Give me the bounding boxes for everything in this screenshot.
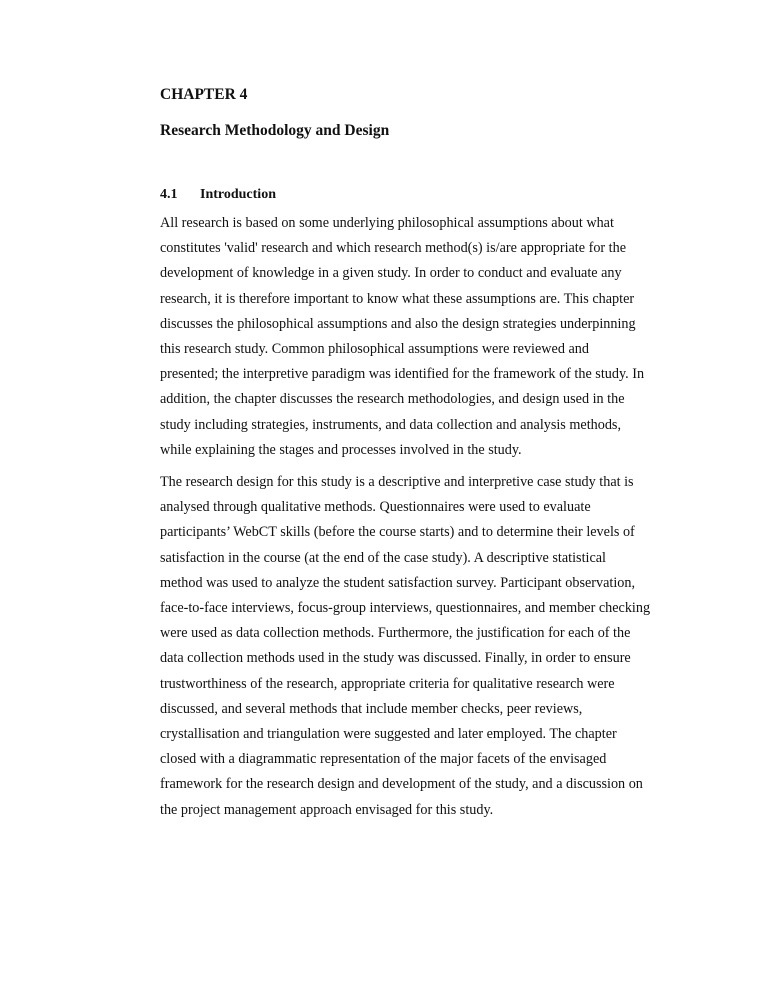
paragraph-line: framework for the research design and development of the study, and a discussion on — [160, 776, 643, 793]
chapter-title: Research Methodology and Design — [160, 122, 390, 139]
paragraph-1 — [160, 211, 645, 463]
paragraph-line: trustworthiness of the research, appropriate criteria for qualitative research were — [160, 675, 615, 692]
section-title: Introduction — [200, 187, 276, 202]
paragraph-line: study including strategies, instruments, and data collection and analysis methods, — [160, 416, 622, 433]
paragraph-line: discussed, and several methods that include member checks, peer reviews, — [160, 700, 583, 717]
paragraph-line: data collection methods used in the study was discussed. Finally, in order to ensure — [160, 650, 631, 667]
paragraph-line: were used as data collection methods. Furthermore, the justification for each of the — [160, 625, 631, 642]
paragraph-2 — [160, 470, 651, 823]
paragraph-line: method was used to analyze the student satisfaction survey. Participant observation, — [160, 574, 636, 591]
paragraph-line: satisfaction in the course (at the end of the case study). A descriptive statistical — [160, 549, 606, 566]
page-content — [160, 84, 651, 823]
paragraph-line: All research is based on some underlying philosophical assumptions about what — [160, 215, 614, 231]
paragraph-line: the project management approach envisaged for this study. — [160, 801, 494, 818]
paragraph-line: participants’ WebCT skills (before the course starts) and to determine their levels of — [160, 524, 635, 541]
chapter-label: CHAPTER 4 — [160, 86, 248, 103]
paragraph-line: closed with a diagrammatic representation of the major facets of the envisaged — [160, 751, 607, 768]
paragraph-line: The research design for this study is a descriptive and interpretive case study that is — [160, 474, 634, 491]
paragraph-line: analysed through qualitative methods. Questionnaires were used to evaluate — [160, 499, 591, 516]
paragraph-line: discusses the philosophical assumptions and also the design strategies underpinning — [160, 315, 636, 332]
paragraph-line: crystallisation and triangulation were suggested and later employed. The chapter — [160, 726, 617, 743]
paragraph-line: research, it is therefore important to know what these assumptions are. This chapter — [160, 290, 635, 307]
section-heading — [160, 185, 630, 205]
paragraph-line: while explaining the stages and processes involved in the study. — [160, 441, 522, 458]
paragraph-line: presented; the interpretive paradigm was identified for the framework of the study. In — [160, 366, 645, 383]
section-number: 4.1 — [160, 187, 178, 202]
paragraph-line: face-to-face interviews, focus-group interviews, questionnaires, and member checking — [160, 600, 651, 617]
paragraph-line: this research study. Common philosophical assumptions were reviewed and — [160, 341, 589, 358]
paragraph-line: constitutes 'valid' research and which research method(s) is/are appropriate for the — [160, 240, 627, 257]
paragraph-line: development of knowledge in a given study. In order to conduct and evaluate any — [160, 265, 622, 282]
paragraph-line: addition, the chapter discusses the research methodologies, and design used in the — [160, 391, 625, 408]
